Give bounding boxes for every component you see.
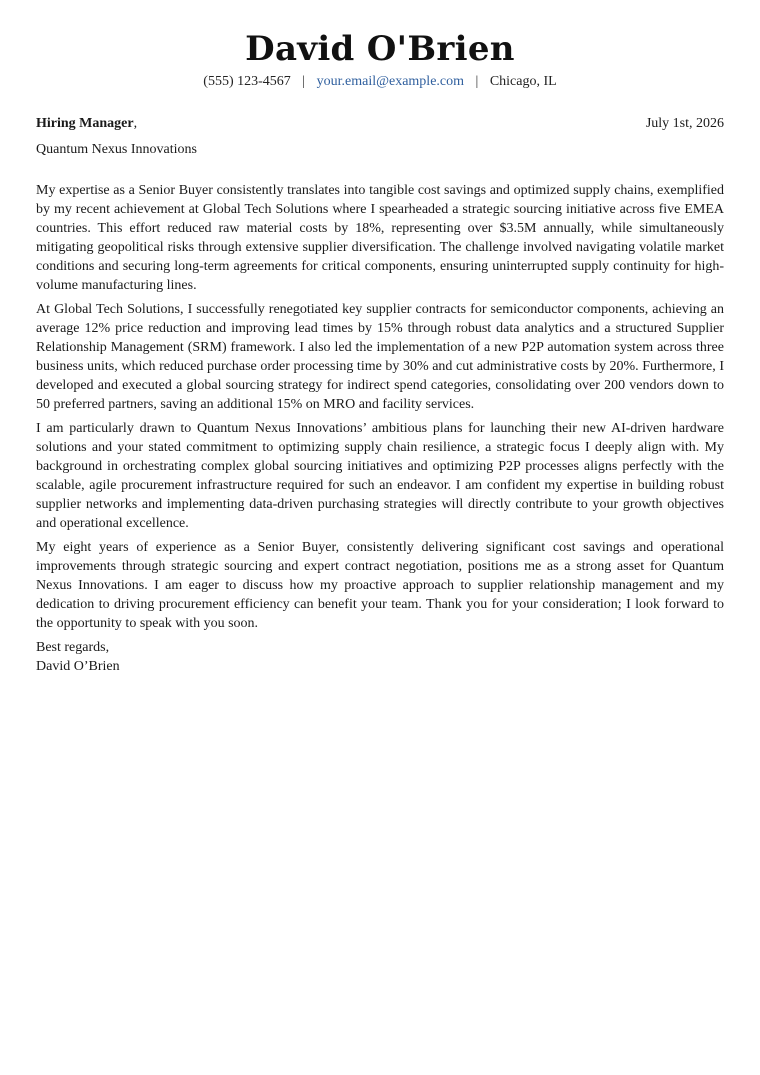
recipient-line	[36, 115, 137, 133]
contact-separator: |	[302, 74, 306, 89]
closing-signature: David O’Brien	[36, 659, 120, 674]
location: Chicago, IL	[489, 74, 557, 89]
body-paragraph: My expertise as a Senior Buyer consistently translates into tangible cost savings and optimized supply chains, exemplified by my recent achievement at Global Tech Solutions where I spearheaded a strategic sourcing initiative across five EMEA countries. This effort reduced raw material costs by 18%, representing over $3.5M annually, while simultaneously mitigating geopolitical risks through extensive supplier diversification. The challenge involved navigating volatile market conditions and securing long-term agreements for critical components, ensuring uninterrupted supply continuity for high-volume manufacturing lines.	[36, 183, 724, 293]
letter-body	[36, 181, 724, 633]
recipient-company: Quantum Nexus Innovations	[36, 142, 197, 157]
email-link[interactable]: your.email@example.com	[316, 74, 465, 89]
applicant-name: David O'Brien	[245, 29, 515, 69]
closing-salutation: Best regards,	[36, 640, 110, 655]
recipient-row	[36, 115, 724, 133]
recipient-title: Hiring Manager	[36, 116, 134, 131]
body-paragraph: My eight years of experience as a Senior Buyer, consistently delivering significant cost savings and operational improvements through strategic sourcing and expert contract negotiation, positions me as a strong asset for Quantum Nexus Innovations. I am eager to discuss how my proactive approach to supplier relationship management and my dedication to driving procurement efficiency can benefit your team. Thank you for your consideration; I look forward to the opportunity to speak with you soon.	[36, 540, 724, 631]
phone-number: (555) 123-4567	[203, 74, 291, 89]
contact-separator: |	[475, 74, 479, 89]
body-paragraph: At Global Tech Solutions, I successfully renegotiated key supplier contracts for semiconductor components, achieving an average 12% price reduction and improving lead times by 15% through robust data analytics and a structured Supplier Relationship Management (SRM) framework. I also led the implementation of a new P2P automation system across three business units, which reduced purchase order processing time by 30% and cut administrative costs by 20%. Furthermore, I developed and executed a global sourcing strategy for indirect spend categories, consolidating over 200 vendors down to 50 preferred partners, saving an additional 15% on MRO and facility services.	[36, 302, 724, 412]
letter-date: July 1st, 2026	[645, 116, 724, 131]
letter-closing	[36, 638, 724, 676]
body-paragraph: I am particularly drawn to Quantum Nexus Innovations’ ambitious plans for launching their new AI-driven hardware solutions and your stated commitment to optimizing supply chain resilience, a strategic focus I deeply align with. My background in orchestrating complex global sourcing initiatives and optimizing P2P processes aligns perfectly with the scalable, agile procurement infrastructure required for such an endeavor. I am confident my expertise in building robust supplier networks and implementing data-driven purchasing strategies will directly contribute to your growth objectives and operational excellence.	[36, 421, 724, 531]
contact-line	[36, 73, 724, 91]
recipient-comma: ,	[133, 116, 138, 131]
